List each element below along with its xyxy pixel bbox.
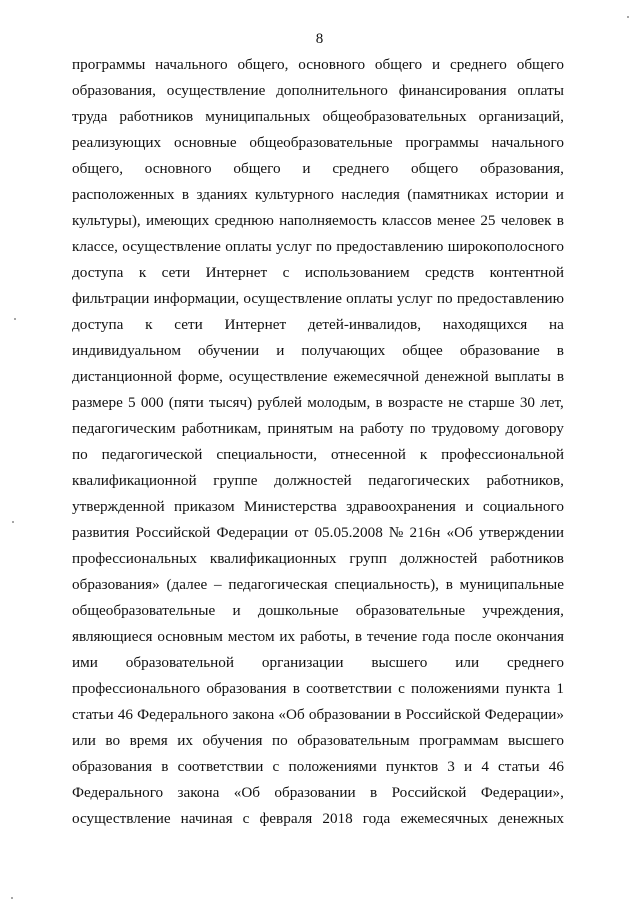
text-word: здравоохранения bbox=[346, 498, 456, 515]
text-word: реализующих bbox=[72, 134, 162, 151]
scan-speck bbox=[11, 897, 13, 899]
text-word: квалификационной bbox=[72, 472, 197, 489]
text-line bbox=[72, 780, 564, 806]
text-word: профессиональных bbox=[72, 550, 197, 567]
text-word: в bbox=[370, 784, 378, 801]
text-line bbox=[72, 546, 564, 572]
text-word: образования, bbox=[480, 160, 564, 177]
text-word: и bbox=[431, 56, 441, 73]
text-word: денежных bbox=[498, 810, 564, 827]
text-word: доступа bbox=[72, 316, 124, 333]
text-word: года bbox=[362, 810, 391, 827]
text-word: 2018 bbox=[322, 810, 353, 827]
text-word: образования» bbox=[72, 576, 160, 593]
text-word: молодым, bbox=[307, 394, 371, 411]
text-word: финансирования bbox=[398, 82, 507, 99]
text-word: и bbox=[302, 160, 311, 177]
text-word: по bbox=[72, 446, 88, 463]
text-word: Федерального bbox=[72, 784, 164, 801]
text-word: среднего bbox=[449, 56, 507, 73]
text-word: Федерации», bbox=[480, 784, 564, 801]
text-word: услуг bbox=[396, 290, 433, 307]
text-word: положениями bbox=[411, 680, 500, 697]
text-word: информации, bbox=[153, 290, 240, 307]
text-word: образование bbox=[459, 342, 540, 359]
text-word: время bbox=[129, 732, 168, 749]
text-word: высшего bbox=[371, 654, 428, 671]
text-word: или bbox=[72, 732, 96, 749]
text-word: начального bbox=[155, 56, 228, 73]
text-word: образовании bbox=[308, 706, 391, 723]
text-word: профессиональной bbox=[441, 446, 564, 463]
text-word: основного bbox=[298, 56, 366, 73]
text-word: основного bbox=[144, 160, 212, 177]
text-word: общего, bbox=[72, 160, 123, 177]
text-word: 30 bbox=[519, 394, 535, 411]
text-word: общеобразовательные bbox=[72, 602, 216, 619]
text-word: и bbox=[555, 186, 564, 203]
text-word: работников, bbox=[486, 472, 564, 489]
text-word: широкополосного bbox=[447, 238, 564, 255]
text-line bbox=[72, 234, 564, 260]
text-word: оплаты bbox=[225, 238, 272, 255]
text-word: профессионального bbox=[72, 680, 201, 697]
text-word: среднего bbox=[332, 160, 390, 177]
text-word: среднюю bbox=[214, 212, 274, 229]
text-word: оплаты bbox=[517, 82, 564, 99]
text-word: их bbox=[279, 628, 296, 645]
text-word: 216н bbox=[409, 524, 441, 541]
text-word: в bbox=[556, 212, 564, 229]
text-word: доступа bbox=[72, 264, 124, 281]
text-word: предоставлению bbox=[336, 238, 444, 255]
scan-speck bbox=[627, 16, 629, 18]
text-word: с bbox=[242, 810, 250, 827]
text-word: размере bbox=[72, 394, 123, 411]
text-word: общего bbox=[233, 160, 281, 177]
text-word: в bbox=[181, 186, 190, 203]
text-word: образовательной bbox=[125, 654, 234, 671]
text-word: социального bbox=[482, 498, 564, 515]
text-word: общее bbox=[402, 342, 443, 359]
text-word: классов bbox=[381, 212, 432, 229]
text-word: находящихся bbox=[442, 316, 528, 333]
text-line bbox=[72, 416, 564, 442]
text-word: рублей bbox=[257, 394, 302, 411]
text-line bbox=[72, 390, 564, 416]
text-word: Министерства bbox=[244, 498, 337, 515]
text-word: группе bbox=[213, 472, 258, 489]
text-word: и bbox=[232, 602, 241, 619]
text-word: 5 bbox=[128, 394, 136, 411]
text-line bbox=[72, 806, 564, 832]
text-word: статьи bbox=[72, 706, 114, 723]
text-word: высшего bbox=[507, 732, 564, 749]
text-line bbox=[72, 364, 564, 390]
text-word: в bbox=[394, 706, 402, 723]
text-word: по bbox=[436, 290, 453, 307]
text-word: с bbox=[272, 758, 280, 775]
text-word: осуществление bbox=[122, 238, 221, 255]
text-line bbox=[72, 338, 564, 364]
text-word: 000 bbox=[140, 394, 164, 411]
text-word: Федерации» bbox=[484, 706, 564, 723]
text-word: с bbox=[398, 680, 405, 697]
text-word: общего bbox=[411, 160, 459, 177]
text-word: средств bbox=[425, 264, 475, 281]
text-word: в bbox=[354, 628, 363, 645]
text-word: «Об bbox=[446, 524, 473, 541]
text-word: начиная bbox=[180, 810, 233, 827]
text-word: обучения bbox=[202, 732, 263, 749]
text-word: «Об bbox=[233, 784, 261, 801]
text-word: осуществление bbox=[72, 810, 171, 827]
text-word: образования, bbox=[72, 82, 156, 99]
text-word: Интернет bbox=[205, 264, 268, 281]
text-word: февраля bbox=[259, 810, 313, 827]
text-word: к bbox=[419, 446, 428, 463]
page-number: 8 bbox=[315, 31, 324, 47]
text-word: работу bbox=[360, 420, 404, 437]
text-word: в bbox=[445, 576, 453, 593]
text-word: (памятниках bbox=[407, 186, 489, 203]
text-word: культуры), bbox=[72, 212, 141, 229]
text-word: 3 bbox=[447, 758, 455, 775]
text-word: имеющих bbox=[145, 212, 210, 229]
text-word: среднего bbox=[507, 654, 564, 671]
text-line bbox=[72, 208, 564, 234]
text-word: сети bbox=[161, 264, 191, 281]
text-word: в bbox=[161, 758, 169, 775]
text-word: 25 bbox=[480, 212, 496, 229]
scan-speck bbox=[12, 521, 14, 523]
text-word: дошкольные bbox=[257, 602, 339, 619]
text-line bbox=[72, 442, 564, 468]
text-word: по bbox=[271, 732, 288, 749]
text-word: и bbox=[276, 342, 285, 359]
text-word: ежемесячных bbox=[400, 810, 489, 827]
text-word: работников bbox=[119, 108, 194, 125]
text-word: педагогической bbox=[101, 446, 203, 463]
text-word: работников bbox=[490, 550, 564, 567]
text-line bbox=[72, 156, 564, 182]
text-word: ежемесячной bbox=[333, 368, 420, 385]
text-word: должностей bbox=[399, 550, 478, 567]
text-word: по bbox=[409, 420, 426, 437]
text-word: в bbox=[556, 368, 564, 385]
text-word: форме, bbox=[178, 368, 223, 385]
text-word: тысяч) bbox=[208, 394, 253, 411]
text-line bbox=[72, 286, 564, 312]
text-word: наполняемость bbox=[279, 212, 377, 229]
text-word: пункта bbox=[505, 680, 551, 697]
text-word: работы, bbox=[299, 628, 351, 645]
text-line bbox=[72, 754, 564, 780]
text-word: образовательные bbox=[355, 602, 466, 619]
text-line bbox=[72, 520, 564, 546]
text-line bbox=[72, 624, 564, 650]
text-word: образования bbox=[206, 680, 287, 697]
text-word: дистанционной bbox=[72, 368, 173, 385]
text-word: от bbox=[294, 524, 309, 541]
text-word: трудовому bbox=[431, 420, 500, 437]
text-word: Интернет bbox=[224, 316, 287, 333]
text-word: осуществление bbox=[166, 82, 266, 99]
text-line bbox=[72, 494, 564, 520]
text-word: получающих bbox=[301, 342, 386, 359]
text-word: старше bbox=[468, 394, 515, 411]
text-line bbox=[72, 650, 564, 676]
text-word: человек bbox=[500, 212, 552, 229]
text-word: дополнительного bbox=[276, 82, 388, 99]
text-word: и bbox=[465, 498, 474, 515]
text-line bbox=[72, 676, 564, 702]
text-word: культурного bbox=[255, 186, 334, 203]
text-word: «Об bbox=[278, 706, 305, 723]
text-word: к bbox=[138, 264, 147, 281]
text-word: педагогическая bbox=[228, 576, 328, 593]
text-line bbox=[72, 468, 564, 494]
text-line bbox=[72, 78, 564, 104]
text-word: 1 bbox=[556, 680, 564, 697]
text-word: их bbox=[177, 732, 193, 749]
text-word: на bbox=[549, 316, 564, 333]
text-word: ими bbox=[72, 654, 98, 671]
text-word: Федерального bbox=[137, 706, 229, 723]
text-line bbox=[72, 702, 564, 728]
text-word: оплаты bbox=[346, 290, 393, 307]
text-word: статьи bbox=[498, 758, 540, 775]
text-word: специальности, bbox=[216, 446, 318, 463]
text-word: соответствии bbox=[306, 680, 392, 697]
text-word: образовательным bbox=[297, 732, 410, 749]
text-word: расположенных bbox=[72, 186, 175, 203]
text-word: основным bbox=[157, 628, 223, 645]
text-word: менее bbox=[437, 212, 476, 229]
text-word: наследия bbox=[341, 186, 400, 203]
text-word: услуг bbox=[276, 238, 312, 255]
text-word: денежной bbox=[425, 368, 489, 385]
text-word: принятым bbox=[267, 420, 333, 437]
text-word: утвержденной bbox=[72, 498, 165, 515]
text-word: местом bbox=[227, 628, 275, 645]
text-word: – bbox=[213, 576, 222, 593]
text-word: Российской bbox=[135, 524, 211, 541]
text-word: специальность), bbox=[334, 576, 439, 593]
text-word: (далее bbox=[166, 576, 208, 593]
text-line bbox=[72, 182, 564, 208]
text-word: программам bbox=[419, 732, 499, 749]
text-word: организации bbox=[261, 654, 344, 671]
text-line bbox=[72, 130, 564, 156]
text-word: договору bbox=[505, 420, 564, 437]
text-word: учреждения, bbox=[482, 602, 564, 619]
text-word: по bbox=[316, 238, 332, 255]
text-word: использованием bbox=[304, 264, 410, 281]
text-word: Федерации bbox=[216, 524, 289, 541]
text-word: Российской bbox=[391, 784, 467, 801]
text-word: в bbox=[292, 680, 300, 697]
text-word: обучении bbox=[198, 342, 260, 359]
text-word: положениями bbox=[288, 758, 377, 775]
text-word: во bbox=[105, 732, 121, 749]
text-word: 05.05.2008 bbox=[314, 524, 383, 541]
text-word: предоставлению bbox=[456, 290, 564, 307]
text-word: в bbox=[556, 342, 564, 359]
text-word: лет, bbox=[540, 394, 564, 411]
text-word: образования bbox=[72, 758, 153, 775]
text-word: на bbox=[339, 420, 354, 437]
text-word: индивидуальном bbox=[72, 342, 181, 359]
text-word: групп bbox=[349, 550, 387, 567]
text-word: не bbox=[448, 394, 464, 411]
text-line bbox=[72, 598, 564, 624]
text-word: течение bbox=[366, 628, 418, 645]
text-word: закона bbox=[232, 706, 275, 723]
text-word: к bbox=[145, 316, 153, 333]
text-word: педагогических bbox=[368, 472, 470, 489]
text-word: основные bbox=[173, 134, 237, 151]
text-word: общего bbox=[516, 56, 564, 73]
text-word: общего bbox=[374, 56, 423, 73]
text-word: общего, bbox=[237, 56, 289, 73]
text-line bbox=[72, 260, 564, 286]
text-word: осуществление bbox=[243, 290, 342, 307]
text-word: программы bbox=[405, 134, 479, 151]
text-word: пунктов bbox=[385, 758, 439, 775]
text-word: педагогическим bbox=[72, 420, 176, 437]
text-word: возрасте bbox=[387, 394, 443, 411]
text-word: общеобразовательных bbox=[322, 108, 467, 125]
body-text bbox=[72, 52, 564, 832]
text-word: труда bbox=[72, 108, 108, 125]
text-line bbox=[72, 104, 564, 130]
text-word: № bbox=[388, 524, 404, 541]
text-word: года bbox=[422, 628, 450, 645]
text-word: фильтрации bbox=[72, 290, 150, 307]
text-word: муниципальных bbox=[205, 108, 311, 125]
text-word: (пяти bbox=[168, 394, 204, 411]
text-word: окончания bbox=[496, 628, 564, 645]
text-word: работникам, bbox=[181, 420, 262, 437]
text-word: отнесенной bbox=[330, 446, 406, 463]
text-word: и bbox=[464, 758, 473, 775]
text-word: классе, bbox=[72, 238, 118, 255]
text-word: организаций, bbox=[478, 108, 564, 125]
text-line bbox=[72, 728, 564, 754]
text-word: развития bbox=[72, 524, 130, 541]
text-word: закона bbox=[177, 784, 220, 801]
text-word: с bbox=[282, 264, 290, 281]
text-word: детей-инвалидов, bbox=[307, 316, 422, 333]
text-word: утверждении bbox=[478, 524, 564, 541]
text-word: программы bbox=[72, 56, 146, 73]
text-word: образовании bbox=[274, 784, 356, 801]
text-word: начального bbox=[491, 134, 564, 151]
text-word: 46 bbox=[548, 758, 564, 775]
text-word: должностей bbox=[274, 472, 352, 489]
text-line bbox=[72, 572, 564, 598]
text-word: общеобразовательные bbox=[249, 134, 393, 151]
text-word: квалификационных bbox=[209, 550, 337, 567]
text-word: муниципальные bbox=[459, 576, 564, 593]
text-word: сети bbox=[174, 316, 203, 333]
text-line bbox=[72, 312, 564, 338]
text-word: соответствии bbox=[177, 758, 264, 775]
scan-speck bbox=[14, 318, 16, 320]
text-word: истории bbox=[495, 186, 549, 203]
text-word: Российской bbox=[405, 706, 481, 723]
text-word: являющиеся bbox=[72, 628, 153, 645]
text-word: в bbox=[375, 394, 383, 411]
text-word: приказом bbox=[174, 498, 235, 515]
text-word: после bbox=[454, 628, 492, 645]
text-word: 46 bbox=[117, 706, 133, 723]
text-word: выплаты bbox=[494, 368, 551, 385]
text-line bbox=[72, 52, 564, 78]
text-word: 4 bbox=[481, 758, 489, 775]
text-word: или bbox=[455, 654, 480, 671]
text-word: контентной bbox=[489, 264, 564, 281]
text-word: зданиях bbox=[196, 186, 248, 203]
text-word: осуществление bbox=[228, 368, 328, 385]
